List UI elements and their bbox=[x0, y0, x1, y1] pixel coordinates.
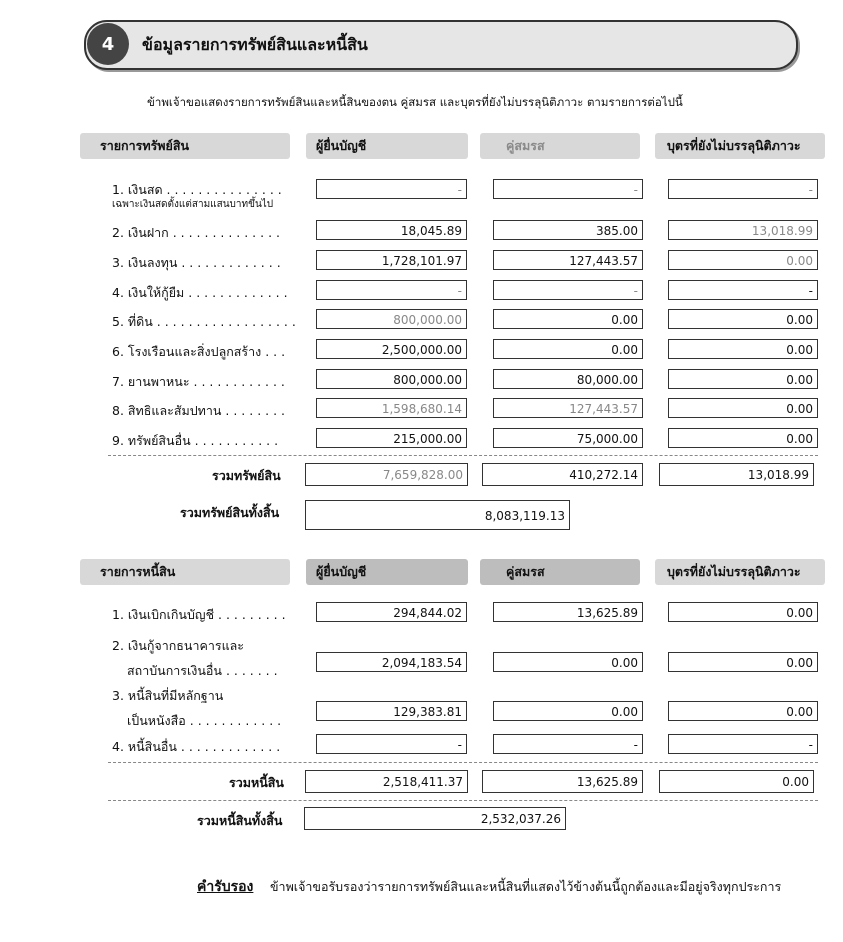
asset-spouse-value: 127,443.57 bbox=[493, 250, 643, 270]
certification-text: ข้าพเจ้าขอรับรองว่ารายการทรัพย์สินและหนี้สินที่แสดงไว้ข้างต้นนี้ถูกต้องและมีอยู่จริงทุกประการ bbox=[270, 879, 782, 894]
asset-row-label: 3. เงินลงทุน . . . . . . . . . . . . . bbox=[112, 255, 281, 270]
liabilities-grand-total: 2,532,037.26 bbox=[304, 807, 566, 830]
asset-spouse-value: 127,443.57 bbox=[493, 398, 643, 418]
asset-spouse-value: - bbox=[493, 179, 643, 199]
asset-child-value: 0.00 bbox=[668, 250, 818, 270]
asset-child-value: 13,018.99 bbox=[668, 220, 818, 240]
asset-row-label: 9. ทรัพย์สินอื่น . . . . . . . . . . . bbox=[112, 433, 279, 448]
assets-total-owner: 7,659,828.00 bbox=[305, 463, 468, 486]
section-number: 4 bbox=[87, 23, 129, 65]
liability-child-value: 0.00 bbox=[668, 701, 818, 721]
assets-header-label: รายการทรัพย์สิน bbox=[100, 138, 190, 153]
liability-owner-value: 294,844.02 bbox=[316, 602, 467, 622]
asset-row-label: 6. โรงเรือนและสิ่งปลูกสร้าง . . . bbox=[112, 344, 286, 359]
liability-spouse-value: - bbox=[493, 734, 643, 754]
asset-row-sublabel: เฉพาะเงินสดตั้งแต่สามแสนบาทขึ้นไป bbox=[112, 199, 274, 210]
liability-row-label-cont: สถาบันการเงินอื่น . . . . . . . bbox=[127, 663, 278, 678]
liability-spouse-value: 0.00 bbox=[493, 701, 643, 721]
asset-child-value: 0.00 bbox=[668, 309, 818, 329]
assets-grand-total-label: รวมทรัพย์สินทั้งสิ้น bbox=[180, 505, 280, 520]
liability-spouse-value: 13,625.89 bbox=[493, 602, 643, 622]
asset-child-value: 0.00 bbox=[668, 339, 818, 359]
liabilities-grand-total-label: รวมหนี้สินทั้งสิ้น bbox=[197, 813, 283, 828]
asset-child-value: - bbox=[668, 280, 818, 300]
asset-spouse-value: 0.00 bbox=[493, 309, 643, 329]
asset-spouse-value: - bbox=[493, 280, 643, 300]
liability-child-value: 0.00 bbox=[668, 602, 818, 622]
asset-owner-value: 18,045.89 bbox=[316, 220, 467, 240]
asset-row-label: 1. เงินสด . . . . . . . . . . . . . . . bbox=[112, 182, 282, 197]
spouse-column-header: คู่สมรส bbox=[480, 133, 640, 159]
liabilities-total-child: 0.00 bbox=[659, 770, 814, 793]
asset-child-value: 0.00 bbox=[668, 428, 818, 448]
liabilities-total-spouse: 13,625.89 bbox=[482, 770, 643, 793]
asset-child-value: - bbox=[668, 179, 818, 199]
asset-child-value: 0.00 bbox=[668, 369, 818, 389]
divider bbox=[108, 800, 818, 801]
owner-column-header: ผู้ยื่นบัญชี bbox=[306, 559, 468, 585]
liability-spouse-value: 0.00 bbox=[493, 652, 643, 672]
assets-total-spouse: 410,272.14 bbox=[482, 463, 643, 486]
liability-owner-value: 129,383.81 bbox=[316, 701, 467, 721]
intro-text: ข้าพเจ้าขอแสดงรายการทรัพย์สินและหนี้สินของตน คู่สมรส และบุตรที่ยังไม่บรรลุนิติภาวะ ตามรายการต่อไปนี้ bbox=[147, 95, 683, 109]
asset-row-label: 5. ที่ดิน . . . . . . . . . . . . . . . . . . bbox=[112, 314, 296, 329]
asset-owner-value: 215,000.00 bbox=[316, 428, 467, 448]
assets-total-child: 13,018.99 bbox=[659, 463, 814, 486]
liabilities-total-owner: 2,518,411.37 bbox=[305, 770, 468, 793]
liability-row-label: 3. หนี้สินที่มีหลักฐาน bbox=[112, 688, 224, 703]
divider bbox=[108, 455, 818, 456]
liability-row-label: 2. เงินกู้จากธนาคารและ bbox=[112, 638, 245, 653]
certification-heading: คำรับรอง bbox=[197, 879, 254, 895]
asset-owner-value: 1,728,101.97 bbox=[316, 250, 467, 270]
asset-owner-value: 2,500,000.00 bbox=[316, 339, 467, 359]
liability-row-label-cont: เป็นหนังสือ . . . . . . . . . . . . bbox=[127, 713, 282, 728]
liability-owner-value: 2,094,183.54 bbox=[316, 652, 467, 672]
section-title: ข้อมูลรายการทรัพย์สินและหนี้สิน bbox=[142, 35, 368, 54]
asset-spouse-value: 75,000.00 bbox=[493, 428, 643, 448]
asset-owner-value: 800,000.00 bbox=[316, 369, 467, 389]
asset-owner-value: 1,598,680.14 bbox=[316, 398, 467, 418]
divider bbox=[108, 762, 818, 763]
liability-child-value: - bbox=[668, 734, 818, 754]
owner-column-header: ผู้ยื่นบัญชี bbox=[306, 133, 468, 159]
child-column-header: บุตรที่ยังไม่บรรลุนิติภาวะ bbox=[655, 133, 825, 159]
asset-child-value: 0.00 bbox=[668, 398, 818, 418]
assets-header bbox=[80, 133, 290, 159]
asset-owner-value: 800,000.00 bbox=[316, 309, 467, 329]
asset-row-label: 2. เงินฝาก . . . . . . . . . . . . . . bbox=[112, 225, 280, 240]
child-column-header: บุตรที่ยังไม่บรรลุนิติภาวะ bbox=[655, 559, 825, 585]
asset-row-label: 4. เงินให้กู้ยืม . . . . . . . . . . . . . bbox=[112, 285, 288, 300]
asset-owner-value: - bbox=[316, 280, 467, 300]
liability-owner-value: - bbox=[316, 734, 467, 754]
assets-grand-total: 8,083,119.13 bbox=[305, 500, 570, 530]
liabilities-header bbox=[80, 559, 290, 585]
liability-row-label: 1. เงินเบิกเกินบัญชี . . . . . . . . . bbox=[112, 607, 286, 622]
spouse-column-header: คู่สมรส bbox=[480, 559, 640, 585]
assets-total-label: รวมทรัพย์สิน bbox=[212, 468, 281, 483]
asset-owner-value: - bbox=[316, 179, 467, 199]
liability-row-label: 4. หนี้สินอื่น . . . . . . . . . . . . . bbox=[112, 739, 281, 754]
asset-row-label: 8. สิทธิและสัมปทาน . . . . . . . . bbox=[112, 403, 286, 418]
asset-row-label: 7. ยานพาหนะ . . . . . . . . . . . . bbox=[112, 374, 285, 389]
liabilities-total-label: รวมหนี้สิน bbox=[229, 775, 284, 790]
asset-spouse-value: 80,000.00 bbox=[493, 369, 643, 389]
asset-spouse-value: 0.00 bbox=[493, 339, 643, 359]
asset-spouse-value: 385.00 bbox=[493, 220, 643, 240]
liability-child-value: 0.00 bbox=[668, 652, 818, 672]
liabilities-header-label: รายการหนี้สิน bbox=[100, 564, 176, 579]
